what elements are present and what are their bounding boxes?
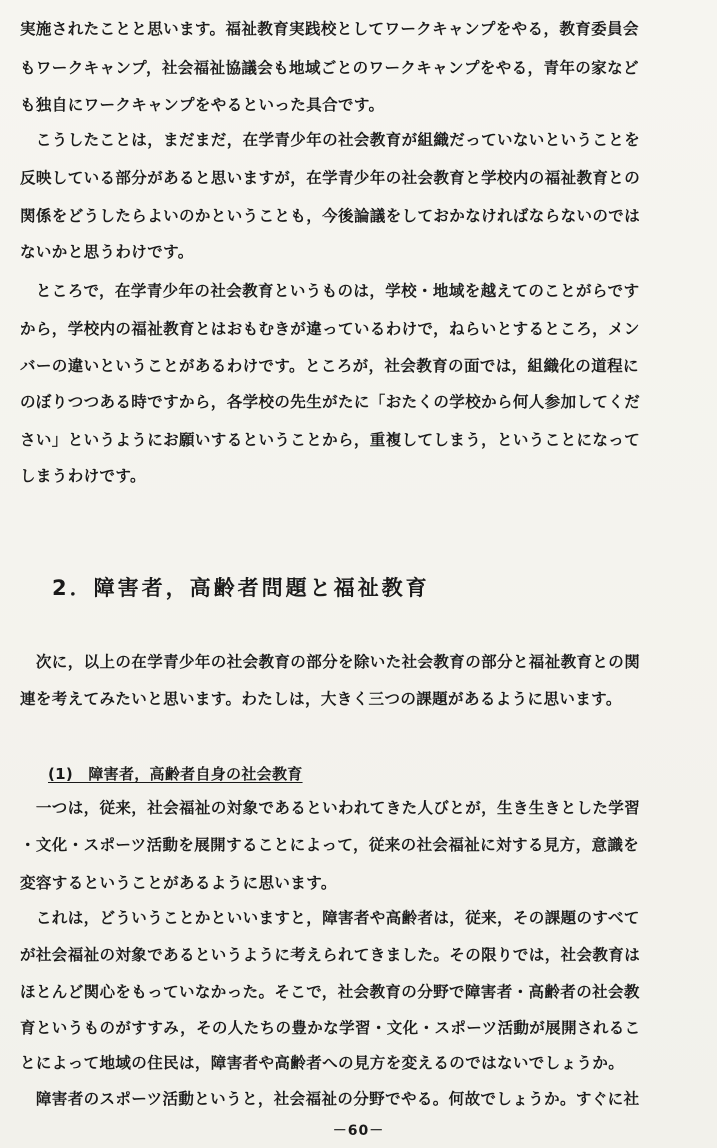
text-line: さい」というようにお願いするということから，重複してしまう，ということになって (20, 431, 641, 449)
text-line: こうしたことは，まだまだ，在学青少年の社会教育が組織だっていないということを (20, 131, 641, 149)
text-line: ないかと思うわけです。 (20, 243, 194, 261)
text-line: とによって地域の住民は，障害者や高齢者への見方を変えるのではないでしょうか。 (20, 1054, 625, 1072)
text-line: ところで，在学青少年の社会教育というものは，学校・地域を越えてのことがらです (20, 282, 640, 300)
text-line: ほとんど関心をもっていなかった。そこで，社会教育の分野で障害者・高齢者の社会教 (20, 983, 640, 1001)
section-heading: 2．障害者，高齢者問題と福祉教育 (52, 576, 430, 600)
text-line: 育というものがすすみ，その人たちの豊かな学習・文化・スポーツ活動が展開されるこ (20, 1019, 641, 1037)
subsection-heading: (1) 障害者，高齢者自身の社会教育 (48, 765, 303, 783)
text-line: が社会福祉の対象であるというように考えられてきました。その限りでは，社会教育は (20, 946, 641, 964)
text-line: も独自にワークキャンプをやるといった具合です。 (20, 96, 385, 114)
text-line: しまうわけです。 (20, 467, 146, 485)
text-line: もワークキャンプ，社会福祉協議会も地域ごとのワークキャンプをやる，青年の家など (20, 59, 639, 77)
text-line: 変容するということがあるように思います。 (20, 874, 337, 892)
text-line: 反映している部分があると思いますが，在学青少年の社会教育と学校内の福祉教育との (20, 169, 641, 187)
text-line: 障害者のスポーツ活動というと，社会福祉の分野でやる。何故でしょうか。すぐに社 (20, 1090, 640, 1108)
text-line: ・文化・スポーツ活動を展開することによって，従来の社会福祉に対する見方，意識を (20, 836, 640, 854)
text-line: 一つは，従来，社会福祉の対象であるといわれてきた人びとが，生き生きとした学習 (20, 799, 641, 817)
text-line: から，学校内の福祉教育とはおもむきが違っているわけで，ねらいとするところ，メン (20, 320, 640, 338)
text-line: のぼりつつある時ですから，各学校の先生がたに「おたくの学校から何人参加してくだ (20, 393, 641, 411)
text-line: これは，どういうことかといいますと，障害者や高齢者は，従来，その課題のすべて (20, 909, 640, 927)
text-line: 次に，以上の在学青少年の社会教育の部分を除いた社会教育の部分と福祉教育との関 (20, 653, 641, 671)
text-line: 関係をどうしたらよいのかということも，今後論議をしておかなければならないのでは (20, 207, 641, 225)
text-line: 実施されたことと思います。福祉教育実践校としてワークキャンプをやる，教育委員会 (20, 20, 639, 38)
page-number: －60－ (332, 1123, 385, 1139)
text-line: 連を考えてみたいと思います。わたしは，大きく三つの課題があるように思います。 (20, 690, 622, 708)
text-line: バーの違いということがあるわけです。ところが，社会教育の面では，組織化の道程に (20, 357, 639, 375)
